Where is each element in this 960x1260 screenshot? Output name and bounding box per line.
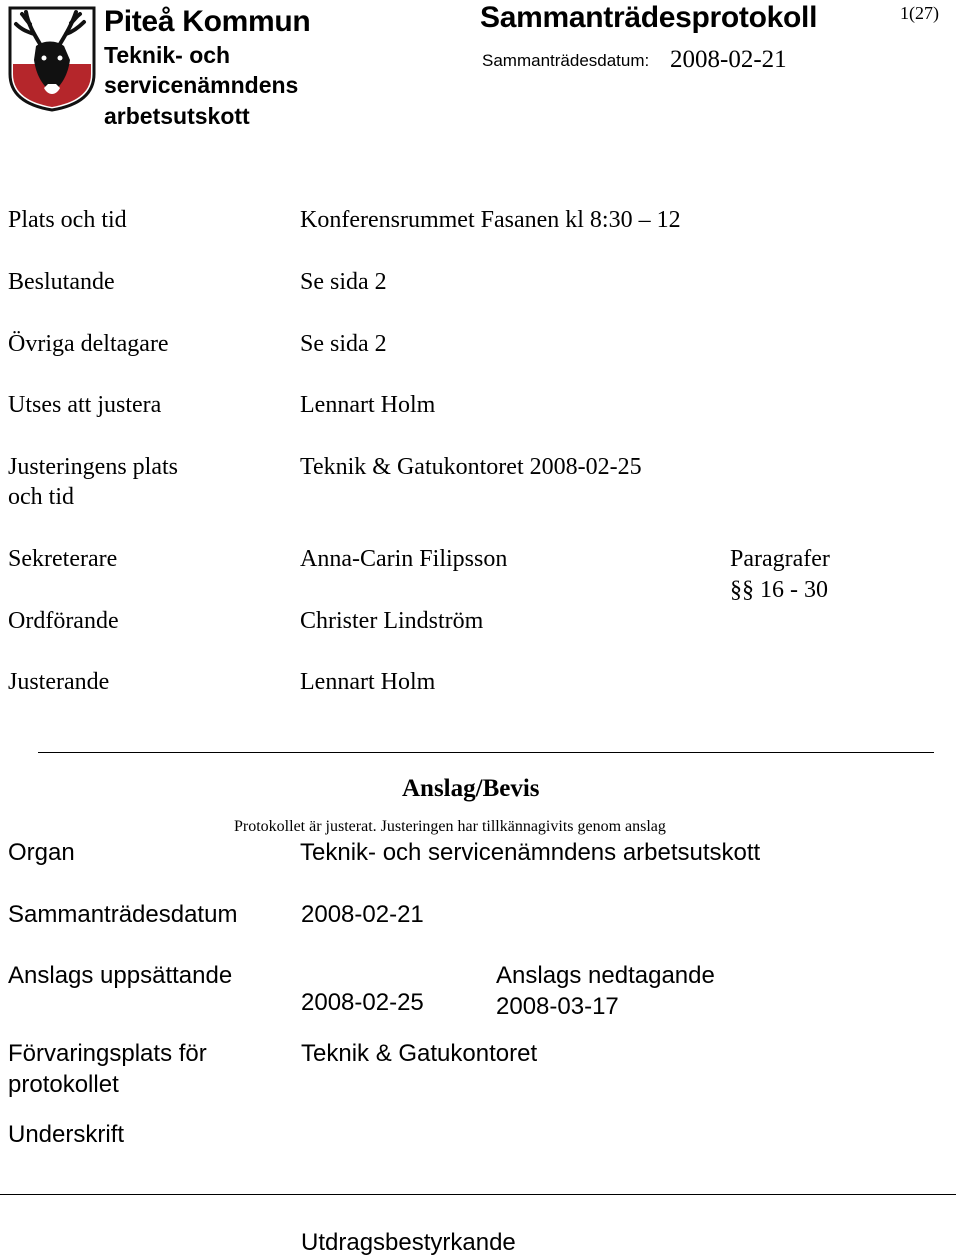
removal-label: Anslags nedtagande [496,962,715,989]
signature-line [0,1194,956,1195]
organ-name-line-2: servicenämndens [104,72,299,98]
brand-name: Piteå Kommun [104,5,311,38]
place-time-label: Plats och tid [8,207,127,233]
organ-name-line-1: Teknik- och [104,42,231,68]
organ-name-line-3: arbetsutskott [104,103,250,129]
organ-value: Teknik- och servicenämndens arbetsutskott [300,839,761,866]
secretary-value: Anna-Carin Filipsson [300,546,508,572]
adjuster-label: Justerande [8,669,110,695]
document-title: Sammanträdesprotokoll [480,1,818,34]
chair-value: Christer Lindström [300,608,484,634]
chair-label: Ordförande [8,608,119,634]
adjustment-place-label-line-2: och tid [8,484,74,510]
meeting-date-value: 2008-02-21 [670,46,787,73]
paragraphs-value: §§ 16 - 30 [730,577,828,603]
notice-statement: Protokollet är justerat. Justeringen har tillkännagivits genom anslag [234,818,666,835]
organ-label: Organ [8,839,75,866]
other-participants-value: Se sida 2 [300,331,387,357]
other-participants-label: Övriga deltagare [8,331,169,357]
decision-makers-value: Se sida 2 [300,269,387,295]
reindeer-coat-of-arms-icon [4,4,100,112]
adjustment-place-label-line-1: Justeringens plats [8,454,178,480]
adjuster-value: Lennart Holm [300,669,436,695]
notice-meeting-date-label: Sammanträdesdatum [8,901,238,928]
appointed-adjuster-value: Lennart Holm [300,392,436,418]
place-time-value: Konferensrummet Fasanen kl 8:30 – 12 [300,207,681,233]
signature-label: Underskrift [8,1121,125,1148]
page-number: 1(27) [900,3,939,23]
appointed-adjuster-label: Utses att justera [8,392,162,418]
certification-label: Utdragsbestyrkande [301,1229,516,1256]
section-divider [38,752,934,753]
storage-label-line-2: protokollet [8,1071,119,1098]
paragraphs-label: Paragrafer [730,546,830,572]
posting-label: Anslags uppsättande [8,962,233,989]
posting-value: 2008-02-25 [301,989,424,1016]
notice-meeting-date-value: 2008-02-21 [301,901,424,928]
secretary-label: Sekreterare [8,546,118,572]
adjustment-place-value: Teknik & Gatukontoret 2008-02-25 [300,454,642,480]
meeting-date-label: Sammanträdesdatum: [482,51,650,70]
storage-label-line-1: Förvaringsplats för [8,1040,207,1067]
notice-heading: Anslag/Bevis [402,775,540,802]
storage-value: Teknik & Gatukontoret [301,1040,538,1067]
decision-makers-label: Beslutande [8,269,115,295]
removal-value: 2008-03-17 [496,993,619,1020]
